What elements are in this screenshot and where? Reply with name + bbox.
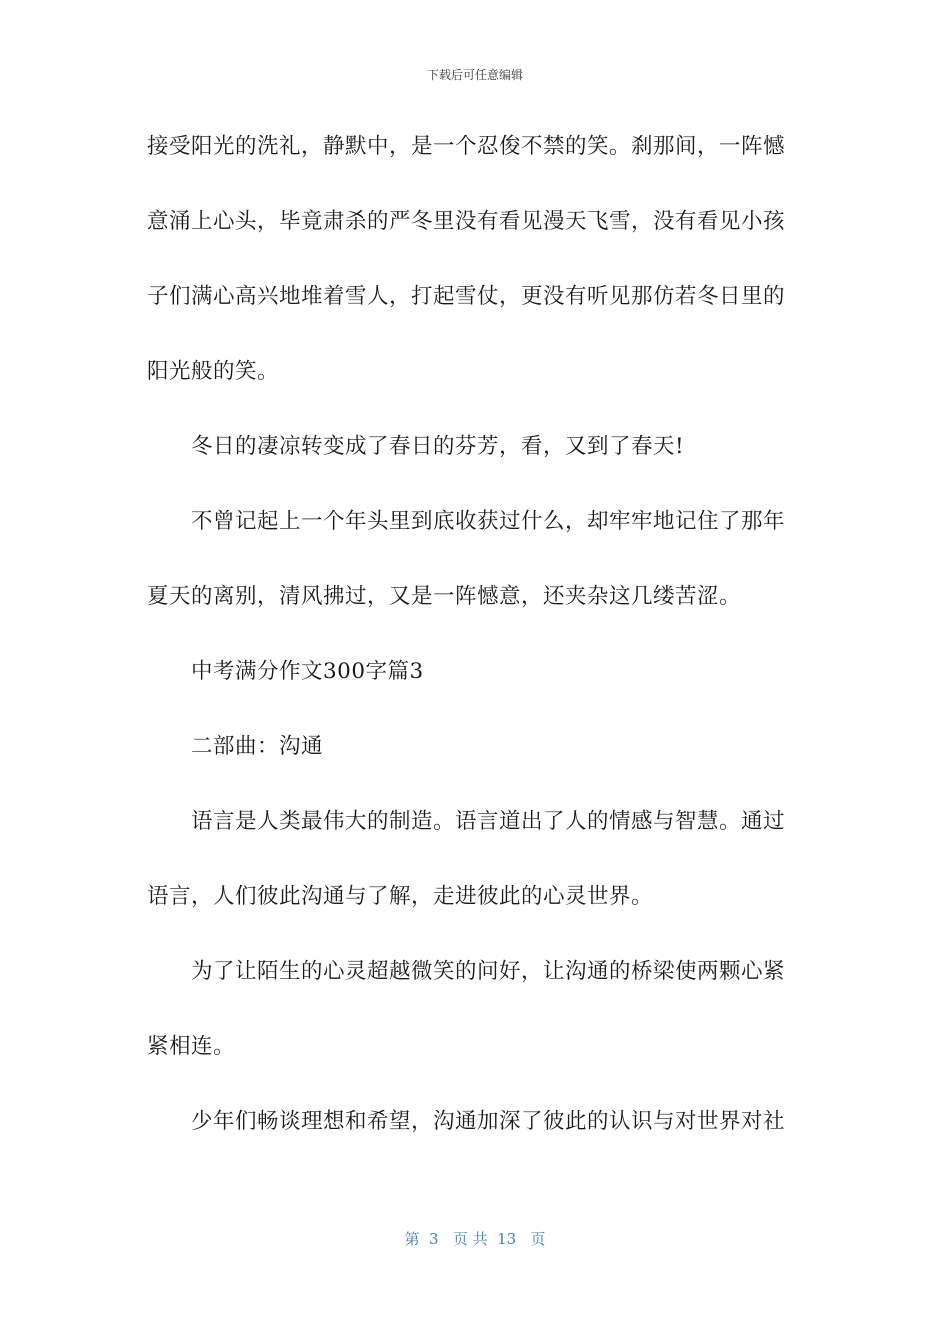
- text-line: 紧相连。: [147, 1034, 236, 1059]
- page-footer: 第 3 页 共 13 页: [404, 1230, 546, 1248]
- paragraph-start-line: 冬日的凄凉转变成了春日的芬芳，看，又到了春天!: [191, 434, 685, 459]
- paragraph-start-line: 为了让陌生的心灵超越微笑的问好，让沟通的桥梁使两颗心紧: [191, 959, 786, 984]
- page-header: 下载后可任意编辑: [426, 68, 523, 82]
- document-body: [147, 123, 795, 1173]
- text-line: 意涌上心头，毕竟肃杀的严冬里没有看见漫天飞雪，没有看见小孩: [147, 209, 786, 234]
- subsection-heading: 二部曲：沟通: [191, 734, 324, 759]
- text-line: 子们满心高兴地堆着雪人，打起雪仗，更没有听见那仿若冬日里的: [147, 284, 786, 309]
- paragraph-start-line: 不曾记起上一个年头里到底收获过什么，却牢牢地记住了那年: [191, 509, 786, 534]
- paragraph-start-line: 少年们畅谈理想和希望，沟通加深了彼此的认识与对世界对社: [191, 1109, 786, 1134]
- text-line: 接受阳光的洗礼，静默中，是一个忍俊不禁的笑。刹那间，一阵憾: [147, 134, 786, 159]
- section-heading: 中考满分作文300字篇3: [191, 659, 424, 684]
- paragraph-start-line: 语言是人类最伟大的制造。语言道出了人的情感与智慧。通过: [191, 809, 786, 834]
- text-line: 夏天的离别，清风拂过，又是一阵憾意，还夹杂这几缕苦涩。: [147, 584, 742, 609]
- text-line: 阳光般的笑。: [147, 359, 280, 384]
- text-line: 语言，人们彼此沟通与了解，走进彼此的心灵世界。: [147, 884, 654, 909]
